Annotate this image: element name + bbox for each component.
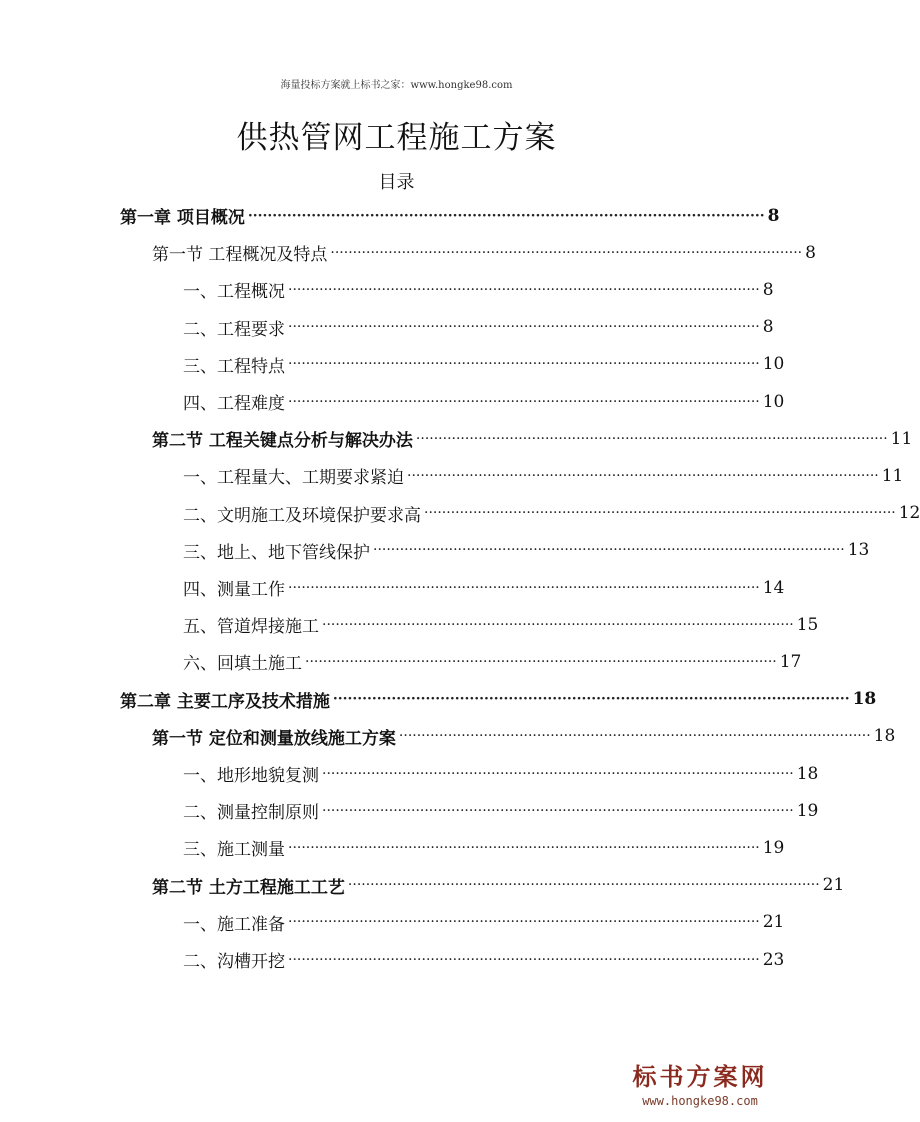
toc-leader-dots: ·········································································································· [322,802,794,819]
toc-entry-page: 18 [873,726,896,747]
toc-entry[interactable] [183,457,904,494]
toc-leader-dots: ·········································································································· [247,207,765,224]
toc-entry-page: 18 [852,689,877,710]
watermark-url: www.hongke98.com [642,1094,758,1108]
toc-entry[interactable] [152,867,845,904]
toc-entry[interactable] [183,271,774,308]
toc-entry[interactable] [183,383,785,420]
toc-entry[interactable] [183,643,802,680]
toc-leader-dots: ·········································································································· [288,393,760,410]
toc-entry[interactable] [183,346,785,383]
toc-entry-page: 8 [762,279,774,300]
toc-entry-label: 三、工程特点 [183,356,285,377]
toc-entry-page: 19 [796,800,819,821]
toc-entry-label: 第二节 工程关键点分析与解决办法 [152,431,413,452]
toc-entry-label: 二、文明施工及环境保护要求高 [183,505,421,526]
toc-entry-label: 第二节 土方工程施工工艺 [152,877,345,898]
toc-entry[interactable] [152,718,896,755]
toc-entry[interactable] [183,569,785,606]
toc-entry-page: 21 [762,912,785,933]
toc-entry-page: 8 [762,317,774,338]
toc-entry-label: 二、工程要求 [183,319,285,340]
toc-leader-dots: ·········································································································· [347,877,820,894]
toc-leader-dots: ·········································································································· [415,430,888,447]
toc-entry-label: 第一节 定位和测量放线施工方案 [152,728,396,749]
toc-leader-dots: ·········································································································· [288,281,760,298]
toc-entry[interactable] [183,904,785,941]
toc-entry[interactable] [183,606,819,643]
toc-entry-label: 二、测量控制原则 [183,803,319,824]
toc-entry-label: 一、工程概况 [183,282,285,303]
toc-entry-page: 8 [767,205,780,226]
toc-leader-dots: ·········································································································· [332,691,850,708]
toc-entry[interactable] [152,420,913,457]
toc-entry[interactable] [183,309,774,346]
toc-entry-page: 14 [762,577,785,598]
toc-entry[interactable] [120,681,877,718]
toc-entry[interactable] [183,792,819,829]
toc-heading: 目录 [378,172,415,193]
toc-entry[interactable] [183,829,785,866]
header-note: 海量投标方案就上标书之家：www.hongke98.com [280,80,513,91]
toc-leader-dots: ·········································································································· [288,839,760,856]
toc-entry-label: 四、测量工作 [183,580,285,600]
toc-entry-label: 第一章 项目概况 [120,208,245,228]
toc-entry-label: 一、工程量大、工期要求紧迫 [183,468,404,489]
toc-entry-page: 11 [890,428,913,449]
toc-leader-dots: ·········································································································· [424,505,896,522]
toc-leader-dots: ·········································································································· [373,542,845,559]
toc-leader-dots: ·········································································································· [288,951,760,968]
watermark-logo [625,1057,775,1108]
toc-entry[interactable] [183,941,785,978]
toc-entry-page: 17 [779,651,802,672]
toc-entry-label: 二、沟槽开挖 [183,952,285,972]
toc-entry-page: 13 [847,540,870,561]
toc-entry[interactable] [152,234,816,271]
toc-entry-page: 10 [762,354,785,375]
toc-leader-dots: ·········································································································· [288,356,760,373]
toc-entry-label: 一、施工准备 [183,914,285,935]
toc-leader-dots: ·········································································································· [288,914,760,931]
toc-entry-label: 四、工程难度 [183,394,285,414]
toc-entry-label: 一、地形地貌复测 [183,766,319,786]
toc-leader-dots: ·········································································································· [407,467,879,484]
toc-entry-page: 8 [805,242,816,263]
toc-entry-page: 21 [822,875,845,896]
toc-entry-page: 12 [898,503,920,524]
toc-leader-dots: ·········································································································· [288,579,760,596]
toc-entry-page: 18 [796,763,819,784]
toc-entry-page: 23 [762,949,785,970]
watermark-title: 标书方案网 [632,1063,768,1091]
toc-entry-label: 第二章 主要工序及技术措施 [120,691,330,712]
toc-leader-dots: ·········································································································· [322,765,794,782]
toc-entry[interactable] [183,532,870,569]
toc-leader-dots: ·········································································································· [322,616,794,633]
toc-leader-dots: ·········································································································· [330,244,803,261]
document-title: 供热管网工程施工方案 [236,120,557,156]
toc-leader-dots: ·········································································································· [398,728,871,745]
toc-entry-page: 10 [762,391,785,412]
toc-entry[interactable] [120,197,780,234]
toc-entry-label: 六、回填土施工 [183,654,302,675]
toc-entry-label: 第一节 工程概况及特点 [152,245,328,266]
toc-entry-label: 三、地上、地下管线保护 [183,542,370,563]
toc-leader-dots: ·········································································································· [288,319,760,336]
toc-entry-label: 三、施工测量 [183,840,285,861]
toc-entry-page: 15 [796,614,819,635]
toc-entry[interactable] [183,755,819,792]
toc-leader-dots: ·········································································································· [305,653,777,670]
toc-entry[interactable] [183,495,920,532]
toc-entry-label: 五、管道焊接施工 [183,617,319,638]
toc-entry-page: 19 [762,837,785,858]
toc-entry-page: 11 [881,465,904,486]
